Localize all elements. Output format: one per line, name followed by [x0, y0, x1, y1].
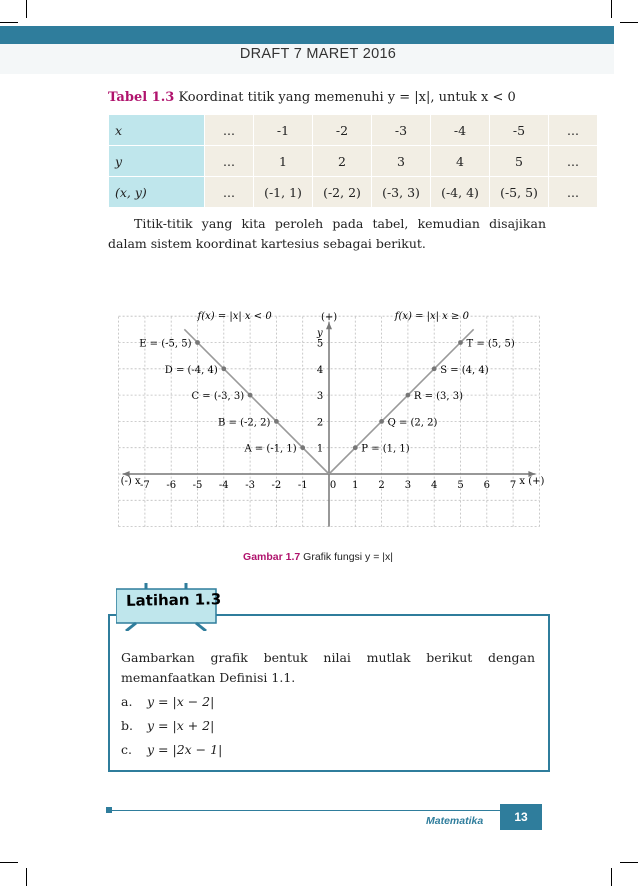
chart [0, 258, 600, 552]
y-tick-label: 4 [316, 364, 324, 376]
table-cell: 2 [313, 146, 372, 177]
point-label: E = (-5, 5) [139, 338, 192, 350]
chart-svg [0, 258, 600, 548]
exercise-expr: y = |x − 2| [147, 694, 215, 709]
x-tick-label: -5 [192, 480, 203, 491]
table-cell: (-1, 1) [254, 177, 313, 208]
x-tick-label: -2 [271, 480, 282, 491]
table-row [109, 146, 598, 177]
y-tick-label: 1 [316, 443, 324, 455]
point-label: C = (-3, 3) [191, 391, 245, 403]
exercise-text: Gambarkan grafik bentuk nilai mutlak berikut dengan memanfaatkan Definisi 1.1. [121, 650, 535, 685]
crop-mark [26, 0, 27, 18]
table-cell: ... [549, 115, 598, 146]
page-number: 13 [500, 804, 542, 830]
exercise-item [121, 694, 214, 709]
y-tick-label: 5 [316, 338, 324, 350]
x-tick-label: 5 [457, 480, 464, 491]
series-label: f(x) = |x| x ≥ 0 [394, 310, 469, 322]
table-cell: (-2, 2) [313, 177, 372, 208]
y-tick-label: 3 [316, 391, 324, 403]
series-label: f(x) = |x| x < 0 [197, 310, 272, 322]
exercise-item [121, 742, 222, 757]
crop-mark [611, 0, 612, 18]
figure-caption [0, 551, 636, 563]
table-cell: 4 [431, 146, 490, 177]
table-cell: ... [549, 146, 598, 177]
table-cell: 1 [254, 146, 313, 177]
y-tick-label: 2 [316, 417, 324, 429]
table-cell: ... [205, 177, 254, 208]
x-tick-label: -3 [245, 480, 255, 491]
x-axis-label: (-) x [120, 476, 141, 487]
exercise-expr: y = |2x − 1| [147, 742, 223, 757]
crop-mark [620, 22, 638, 23]
table-cell: -1 [254, 115, 313, 146]
point-label: A = (-1, 1) [244, 443, 297, 455]
data-point [221, 366, 226, 371]
table-caption-label: Tabel 1.3 [108, 90, 175, 105]
data-point [458, 340, 463, 345]
table-cell: -5 [490, 115, 549, 146]
data-point [300, 445, 305, 450]
footer-rule [112, 810, 500, 811]
x-tick-label: -6 [166, 480, 177, 491]
x-tick-label: 0 [329, 480, 337, 491]
table-head: x [109, 115, 205, 146]
table-caption [108, 90, 516, 105]
x-tick-label: 2 [378, 480, 385, 491]
point-label: T = (5, 5) [466, 338, 515, 350]
coordinate-table [108, 114, 598, 208]
point-label: B = (-2, 2) [218, 417, 271, 429]
table-cell: 5 [490, 146, 549, 177]
body-paragraph [108, 214, 546, 254]
crop-mark [0, 862, 18, 863]
table-caption-text: Koordinat titik yang memenuhi y = |x|, untuk x < 0 [178, 90, 516, 105]
table-row [109, 115, 598, 146]
point-label: R = (3, 3) [413, 391, 464, 403]
table-cell: -3 [372, 115, 431, 146]
footer-subject: Matematika [426, 815, 484, 827]
table-cell: (-3, 3) [372, 177, 431, 208]
paragraph-text: Titik-titik yang kita peroleh pada tabel, kemudian disajikan dalam sistem koordinat kartesius sebagai berikut. [108, 216, 546, 251]
x-tick-label: -1 [297, 480, 308, 491]
table-cell: ... [549, 177, 598, 208]
exercise-num: c. [121, 742, 132, 757]
point-label: P = (1, 1) [361, 443, 410, 455]
x-tick-label: 4 [431, 480, 438, 491]
x-tick-label: -7 [140, 480, 150, 491]
x-axis-label: x (+) [519, 476, 545, 487]
table-cell: -2 [313, 115, 372, 146]
crop-mark [611, 868, 612, 886]
table-row [109, 177, 598, 208]
exercise-title: Latihan 1.3 [125, 590, 222, 610]
table-cell: (-4, 4) [431, 177, 490, 208]
x-tick-label: 1 [352, 480, 359, 491]
data-point [379, 419, 384, 424]
x-tick-label: 6 [483, 480, 490, 491]
exercise-item [121, 718, 214, 733]
point-label: D = (-4, 4) [164, 364, 218, 376]
crop-mark [620, 862, 638, 863]
data-point [274, 419, 279, 424]
crop-mark [26, 868, 27, 886]
y-axis-label: (+) [321, 312, 338, 324]
table-head: y [109, 146, 205, 177]
y-axis-arrow [326, 322, 332, 329]
y-axis-label: y [317, 328, 323, 340]
x-tick-label: 3 [404, 480, 412, 491]
data-point [353, 445, 358, 450]
point-label: Q = (2, 2) [387, 417, 438, 429]
table-cell: ... [205, 146, 254, 177]
table-cell: 3 [372, 146, 431, 177]
exercise-expr: y = |x + 2| [147, 718, 215, 733]
data-point [406, 393, 411, 398]
crop-mark [0, 22, 18, 23]
exercise-num: b. [121, 718, 133, 733]
data-point [195, 340, 200, 345]
draft-label: DRAFT 7 MARET 2016 [239, 46, 397, 62]
figure-caption-text: Grafik fungsi y = |x| [303, 551, 393, 563]
data-point [248, 393, 253, 398]
data-point [432, 366, 437, 371]
x-tick-label: 7 [509, 480, 517, 491]
table-cell: -4 [431, 115, 490, 146]
table-head: (x, y) [109, 177, 205, 208]
x-tick-label: -4 [218, 480, 229, 491]
table-cell: ... [205, 115, 254, 146]
exercise-num: a. [121, 694, 133, 709]
figure-caption-label: Gambar 1.7 [243, 551, 301, 563]
table-cell: (-5, 5) [490, 177, 549, 208]
point-label: S = (4, 4) [440, 364, 489, 376]
